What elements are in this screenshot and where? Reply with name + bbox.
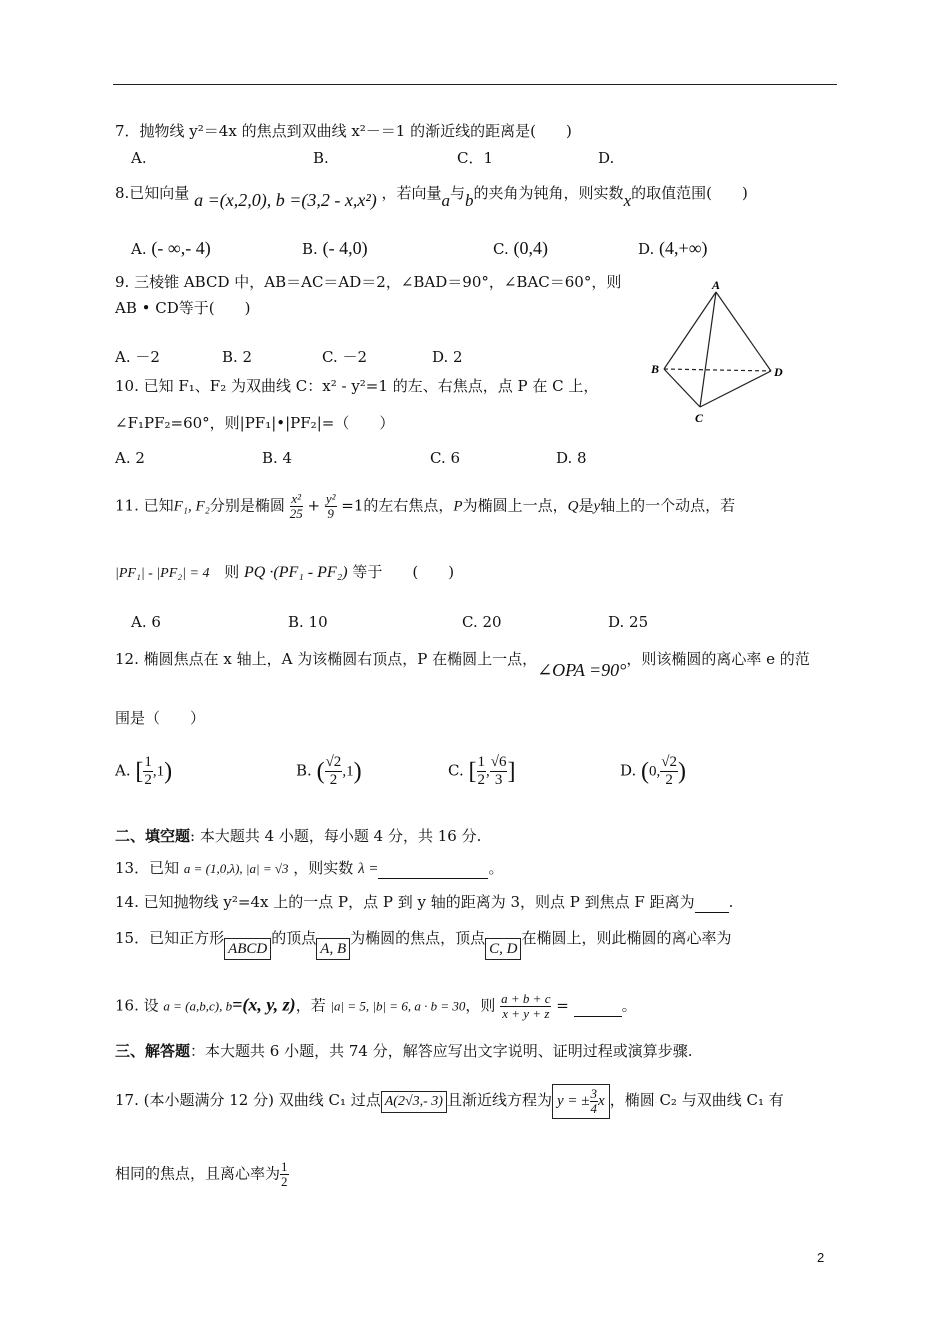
q7-option-a: A. bbox=[131, 149, 147, 167]
q8-mid1: ，若向量 bbox=[381, 184, 442, 202]
q7-option-c: C．1 bbox=[457, 149, 494, 167]
q9-option-d: D. 2 bbox=[432, 348, 463, 366]
q11-foci: F₁, F₂ bbox=[173, 498, 210, 515]
q8-d-value: (4,+∞) bbox=[659, 238, 708, 258]
q11-option-c: C. 20 bbox=[462, 613, 502, 631]
q12-line1: 12. 椭圆焦点在 x 轴上，A 为该椭圆右顶点，P 在椭圆上一点，∠OPA =90°，则该椭圆的离心率 e 的范 bbox=[115, 650, 810, 680]
q17-line2: 相同的焦点，且离心率为 $\frac{1}{2}$ bbox=[115, 1159, 288, 1189]
q11-stem: 11. 已知F₁, F₂分别是椭圆 $\frac{\text{x²}}{25}$ + $\frac{\text{y²}}{9}$ =1的左右焦点，P为椭圆上一点，Q是y轴上的一个动点，若 bbox=[115, 491, 736, 521]
q8-c-value: (0,4) bbox=[513, 238, 548, 258]
q12-option-d: D. (0, $\frac{√2}{2}$ ) bbox=[620, 754, 687, 788]
q8-option-b: B. (- 4,0) bbox=[302, 238, 368, 258]
q8-vb: b bbox=[465, 191, 474, 210]
q8-vx: x bbox=[623, 191, 632, 210]
q16: 16. 设 a = (a,b,c), b=(x, y, z)，若 |a| = 5, |b| = 6, a · b = 30，则 $\frac{a + b + c}{x + y + z}$ = 。 bbox=[115, 991, 637, 1021]
q14: 14. 已知抛物线 y²=4x 上的一点 P，点 P 到 y 轴的距离为 3，则点 P 到焦点 F 距离为 . bbox=[115, 893, 734, 911]
q8-option-c: C. (0,4) bbox=[493, 238, 548, 258]
q11-condition: |PF₁| - |PF₂| = 4 bbox=[115, 566, 210, 581]
section2-heading: 二、填空题: 本大题共 4 小题，每小题 4 分，共 16 分. bbox=[115, 827, 482, 845]
q17-line1: 17. (本小题满分 12 分) 双曲线 C₁ 过点 A(2√3,- 3) 且渐近线方程为 y = ± $\frac{3}{4}$ x ，椭圆 C₂ 与双曲线 C₁ 有 bbox=[115, 1084, 784, 1119]
q7-stem: 7．抛物线 y²＝4x 的焦点到双曲线 x²－＝1 的渐近线的距离是( ) bbox=[115, 122, 572, 140]
q9-option-a: A. －2 bbox=[115, 348, 160, 366]
q16-blank bbox=[574, 996, 622, 1017]
q11-expression: PQ ·(PF₁ - PF₂) bbox=[244, 564, 348, 581]
q8-a-value: (- ∞,- 4) bbox=[151, 238, 211, 258]
q11-option-a: A. 6 bbox=[131, 613, 161, 631]
page-number: 2 bbox=[817, 1250, 825, 1265]
q8-va: a bbox=[441, 191, 451, 210]
q11-option-b: B. 10 bbox=[288, 613, 328, 631]
q17-asymptote: y = ± $\frac{3}{4}$ x bbox=[552, 1084, 610, 1119]
q8-mid3: 的夹角为钝角，则实数 bbox=[473, 184, 624, 202]
q10-option-c: C. 6 bbox=[430, 449, 461, 467]
q10-line2: ∠F₁PF₂=60°，则|PF₁|•|PF₂|=（ ） bbox=[115, 414, 395, 432]
q8-suffix: 的取值范围( ) bbox=[631, 184, 748, 202]
q12-option-b: B. ( $\frac{√2}{2}$ ,1) bbox=[296, 754, 362, 788]
q10-line1: 10. 已知 F₁、F₂ 为双曲线 C：x² - y²=1 的左、右焦点，点 P 在 C 上， bbox=[115, 377, 599, 395]
q7-option-b: B. bbox=[313, 149, 329, 167]
q8-formula: a =(x,2,0), b =(3,2 - x,x²) bbox=[194, 190, 377, 210]
q8-option-a: A. (- ∞,- 4) bbox=[131, 238, 211, 258]
q12-angle: ∠OPA =90° bbox=[537, 660, 627, 680]
q9-option-b: B. 2 bbox=[222, 348, 253, 366]
q17-point: A(2√3,- 3) bbox=[381, 1091, 447, 1113]
q10-option-a: A. 2 bbox=[115, 449, 145, 467]
q15-foci: A, B bbox=[316, 938, 350, 960]
q12-option-a: A. [ $\frac{1}{2}$ ,1) bbox=[115, 754, 173, 788]
q14-blank bbox=[695, 892, 729, 913]
q11-frac-x: $\frac{\text{x²}}{25}$ bbox=[289, 491, 303, 521]
q12-option-c: C. [ $\frac{1}{2}$ , $\frac{√6}{3}$ ] bbox=[448, 754, 516, 788]
q8-b-value: (- 4,0) bbox=[322, 238, 368, 258]
q8-stem bbox=[115, 182, 748, 210]
q7-option-d: D. bbox=[598, 149, 615, 167]
q11-condition-line: |PF₁| - |PF₂| = 4 则 PQ ·(PF₁ - PF₂) 等于 ( ) bbox=[115, 563, 455, 581]
vertex-b-label: B bbox=[651, 362, 660, 376]
q8-prefix: 8.已知向量 bbox=[115, 184, 190, 202]
q11-frac-y: $\frac{\text{y²}}{9}$ bbox=[325, 491, 336, 521]
q9-line2: AB • CD等于( ) bbox=[115, 299, 251, 317]
vertex-c-label: C bbox=[695, 411, 704, 425]
q16-fraction: $\frac{a + b + c}{x + y + z}$ bbox=[501, 991, 551, 1021]
q13-vector: a = (1,0,λ), |a| = √3 bbox=[183, 861, 289, 876]
q10-option-b: B. 4 bbox=[262, 449, 293, 467]
q17-eccentricity: $\frac{1}{2}$ bbox=[281, 1159, 288, 1189]
q15-square: ABCD bbox=[224, 938, 271, 960]
q8-option-d: D. (4,+∞) bbox=[638, 238, 708, 258]
q12-line2: 围是（ ） bbox=[115, 709, 206, 727]
section3-heading: 三、解答题：本大题共 6 小题，共 74 分，解答应写出文字说明、证明过程或演算步骤. bbox=[115, 1042, 693, 1060]
q9-line1: 9. 三棱锥 ABCD 中，AB＝AC＝AD＝2，∠BAD＝90°，∠BAC＝60°，则 bbox=[115, 273, 622, 291]
q16-vector-a: a = (a,b,c), b bbox=[163, 998, 233, 1014]
q13-blank bbox=[378, 858, 488, 879]
vertex-d-label: D bbox=[774, 365, 783, 379]
q16-condition: |a| = 5, |b| = 6, a · b = 30 bbox=[330, 998, 466, 1014]
vertex-a-label: A bbox=[712, 278, 721, 292]
tetrahedron-figure bbox=[645, 278, 795, 428]
q15: 15．已知正方形ABCD的顶点A, B为椭圆的焦点，顶点C, D在椭圆上，则此椭圆的离心率为 bbox=[115, 928, 731, 950]
q15-vertices: C, D bbox=[485, 938, 521, 960]
q10-option-d: D. 8 bbox=[556, 449, 587, 467]
q8-mid2: 与 bbox=[450, 184, 466, 202]
q11-option-d: D. 25 bbox=[608, 613, 649, 631]
header-rule bbox=[113, 84, 837, 85]
q9-option-c: C. －2 bbox=[322, 348, 368, 366]
q13: 13．已知 a = (1,0,λ), |a| = √3 ，则实数 λ = 。 bbox=[115, 859, 504, 877]
q16-vector-b: =(x, y, z) bbox=[232, 994, 296, 1015]
